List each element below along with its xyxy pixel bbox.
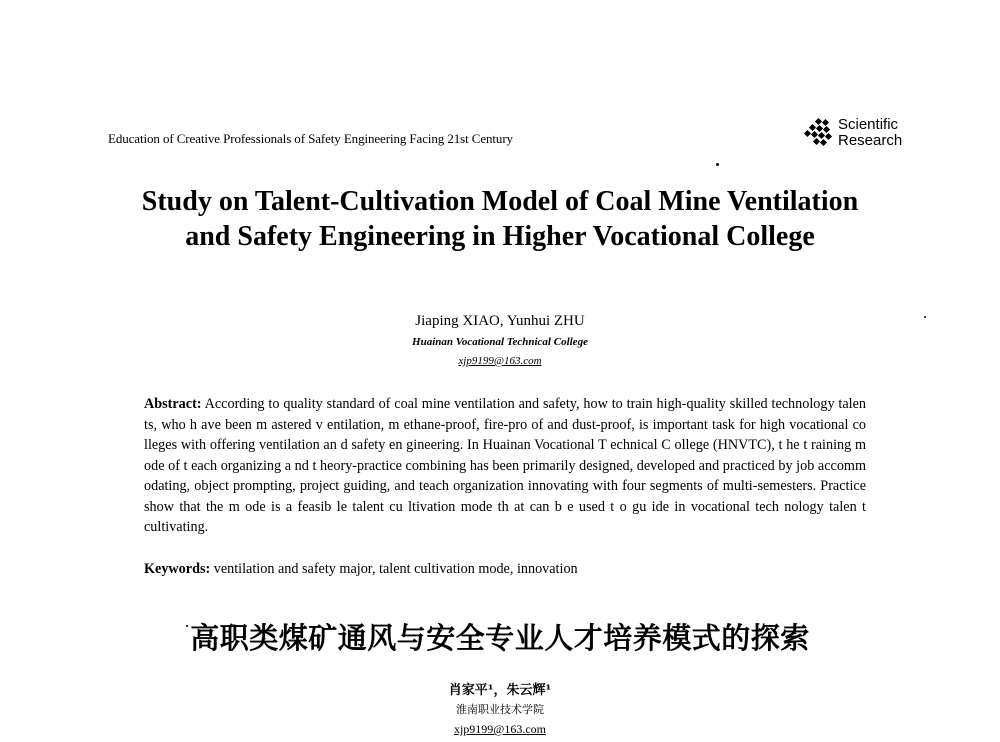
logo-line-scientific: Scientific xyxy=(838,116,899,133)
keywords-label: Keywords: xyxy=(144,561,211,577)
chinese-email-link[interactable]: xjp9199@163.com xyxy=(453,722,547,736)
paper-affiliation: Huainan Vocational Technical College xyxy=(412,336,588,348)
abstract-paragraph xyxy=(144,394,866,538)
publisher-logo xyxy=(804,117,902,149)
series-title: Education of Creative Professionals of Safety Engineering Facing 21st Century xyxy=(108,131,513,146)
logo-line-research: Research xyxy=(838,132,903,149)
keywords-line xyxy=(144,559,866,579)
logo-text xyxy=(838,117,902,149)
paper-title: Study on Talent-Cultivation Model of Coal Mine Ventilation and Safety Engineering in Higher Vocational College xyxy=(141,186,859,252)
scan-speck xyxy=(716,163,719,166)
chinese-authors: 肖家平¹，朱云辉¹ xyxy=(448,683,552,698)
abstract-label: Abstract: xyxy=(144,396,202,412)
keywords-text: ventilation and safety major, talent cultivation mode, innovation xyxy=(213,561,578,577)
scientific-research-dots-icon xyxy=(804,117,836,149)
chinese-affiliation: 淮南职业技术学院 xyxy=(456,703,544,716)
paper-email-link[interactable]: xjp9199@163.com xyxy=(458,355,542,367)
paper-authors: Jiaping XIAO, Yunhui ZHU xyxy=(415,313,585,329)
abstract-text: According to quality standard of coal mine ventilation and safety, how to train high-quality skilled technology talen ts, who h ave been m astered v entilation, m ethane-proof, fire-pro of and dust-proof, is important task for high vocational co lleges with offering ventilation an d safety en gineering. In Huainan Vocational T echnical C ollege (HNVTC), t he t raining m ode of t each organizing a nd t heory-practice combining has been primarily designed, developed and practiced by job accomm odating, object prompting, project guiding, and teach organization innovating with four segments of multi-semesters. Practice show that the m ode is a feasib le talent cu ltivation mode th at can b e used t o gu ide in vocational tech nology talen t cultivating. xyxy=(144,396,866,535)
chinese-title: 高职类煤矿通风与安全专业人才培养模式的探索 xyxy=(190,621,810,655)
